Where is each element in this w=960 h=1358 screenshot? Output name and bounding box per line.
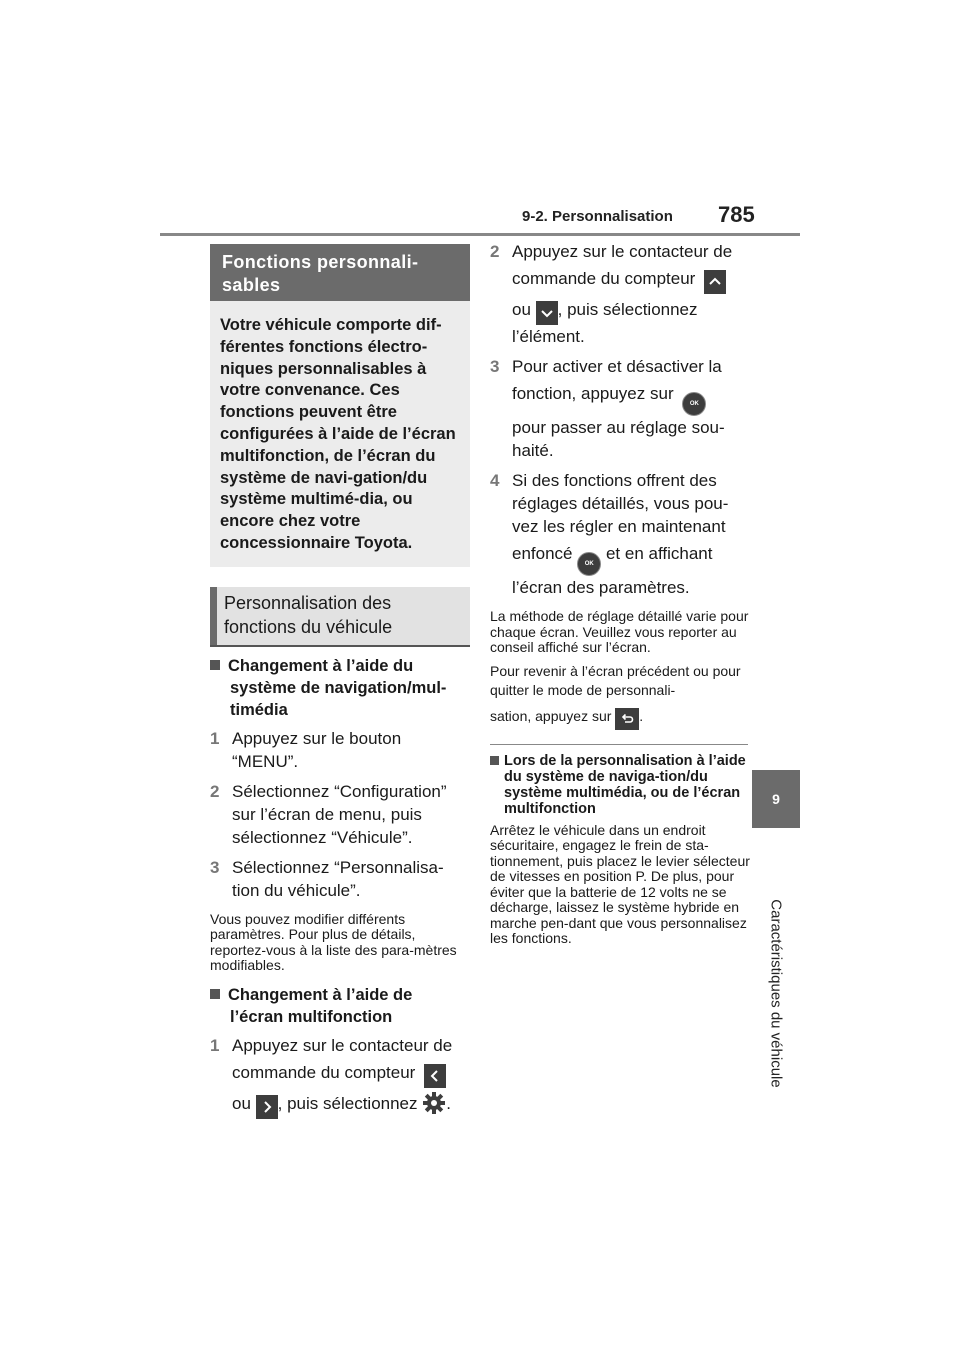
step-text: Appuyez sur le contacteur de <box>232 1035 453 1055</box>
step-number: 4 <box>490 471 500 490</box>
step-text: Appuyez sur le contacteur de <box>512 242 733 261</box>
step-number: 3 <box>210 857 220 877</box>
step-text: commande du compteur <box>232 1062 416 1082</box>
square-bullet-icon <box>210 660 220 670</box>
gear-icon <box>422 1091 446 1115</box>
chevron-left-icon <box>424 1064 446 1088</box>
step-text: l’écran des paramètres. <box>512 578 690 597</box>
return-note-b <box>490 706 750 730</box>
caution-heading <box>490 753 750 817</box>
step-text: Pour activer et désactiver la <box>512 357 722 376</box>
step-text: ou <box>512 300 531 319</box>
step-text: pour passer au réglage sou-haité. <box>512 418 725 460</box>
subheading: Personnalisation des fonctions du véhicule <box>210 587 470 645</box>
step-text: . <box>446 1093 451 1113</box>
nav-heading-text: Changement à l’aide du système de navigation/mul-timédia <box>228 656 447 719</box>
section-title: 9-2. Personnalisation <box>522 208 673 225</box>
page-number: 785 <box>718 202 755 227</box>
multi-heading-text: Changement à l’aide de l’écran multifonction <box>228 985 413 1026</box>
chapter-tab <box>752 770 800 828</box>
step-text: Sélectionnez “Personnalisa-tion du véhicule”. <box>232 857 444 900</box>
step-icon-line <box>512 540 750 576</box>
multi-step-1 <box>210 1034 470 1119</box>
step-icon-line <box>232 1090 470 1119</box>
step-text: et en affichant <box>605 544 713 563</box>
step-text: fonction, appuyez sur <box>512 384 674 403</box>
nav-note: Vous pouvez modifier différents paramètres. Pour plus de détails, reportez-vous à la liste des para-mètres modifiables. <box>210 910 457 974</box>
step-text: ou <box>232 1093 251 1113</box>
step-text: , puis sélectionnez <box>557 300 698 319</box>
header-rule <box>160 233 800 236</box>
note-text: . <box>639 707 644 724</box>
ok-button-icon: OK <box>682 392 706 416</box>
return-note-a: Pour revenir à l’écran précédent ou pour quitter le mode de personnali- <box>490 662 741 698</box>
step-text: Appuyez sur le bouton “MENU”. <box>232 728 402 771</box>
detail-note: La méthode de réglage détaillé varie pour chaque écran. Veuillez vous reporter au conseil affiché sur l’écran. <box>490 608 749 655</box>
left-column <box>210 244 470 1126</box>
page-header <box>160 200 800 236</box>
step-number: 1 <box>210 728 220 748</box>
step-text: enfoncé <box>512 544 573 563</box>
step-icon-line <box>512 296 750 325</box>
caution-heading-text: Lors de la personnalisation à l’aide du système de naviga-tion/du système multimédia, ou de l’écran multifonction <box>504 752 746 817</box>
step-text: , puis sélectionnez <box>277 1093 418 1113</box>
step-icon-line <box>232 1059 470 1088</box>
nav-step-3 <box>210 856 470 902</box>
square-bullet-icon <box>210 989 220 999</box>
chevron-right-icon <box>256 1095 278 1119</box>
chapter-title-text: Caractéristiques du véhicule <box>767 898 785 1088</box>
square-bullet-icon <box>490 756 499 765</box>
step-number: 2 <box>210 781 220 801</box>
chapter-number: 9 <box>772 791 780 807</box>
step-number: 2 <box>490 242 500 261</box>
chevron-down-icon <box>536 301 558 325</box>
step-text: Sélectionnez “Configuration” sur l’écran de menu, puis sélectionnez “Véhicule”. <box>232 781 447 847</box>
chapter-title <box>752 838 800 1148</box>
nav-heading <box>210 655 470 721</box>
step-number: 3 <box>490 357 500 376</box>
note-text: sation, appuyez sur <box>490 707 612 724</box>
multi-heading <box>210 984 470 1028</box>
right-column <box>490 240 750 953</box>
chevron-up-icon <box>704 270 726 294</box>
section-banner: Fonctions personnali-sables <box>210 244 470 301</box>
step-icon-line <box>512 265 750 294</box>
caution-text: Arrêtez le véhicule dans un endroit sécuritaire, engagez le frein de sta-tionnement, puis placez le levier sélecteur de vitesses en position P. De plus, pour éviter que la batterie de 12 volts ne se décharge, laissez le système hybride en marche pen-dant que vous personnalisez les fonctions. <box>490 821 750 946</box>
multi-step-3 <box>490 355 750 462</box>
nav-step-1 <box>210 727 470 773</box>
step-icon-line <box>512 380 750 416</box>
intro-text: Votre véhicule comporte dif-férentes fonctions électro-niques personnalisables à votre convenance. Ces fonctions peuvent être configurées à l’aide de l’écran multifonction, de l’écran du système de navi-gation/du système multimé-dia, ou encore chez votre concessionnaire Toyota. <box>220 316 456 552</box>
divider <box>490 744 748 745</box>
multi-step-4 <box>490 469 750 599</box>
intro-box <box>210 301 470 567</box>
nav-step-2 <box>210 780 470 849</box>
step-text: l’élément. <box>512 327 585 346</box>
multi-step-2 <box>490 240 750 348</box>
back-icon <box>615 708 639 730</box>
step-text: Si des fonctions offrent des réglages détaillés, vous pou-vez les régler en maintenant <box>512 471 729 536</box>
ok-button-icon: OK <box>577 552 601 576</box>
step-number: 1 <box>210 1035 220 1055</box>
step-text: commande du compteur <box>512 269 696 288</box>
